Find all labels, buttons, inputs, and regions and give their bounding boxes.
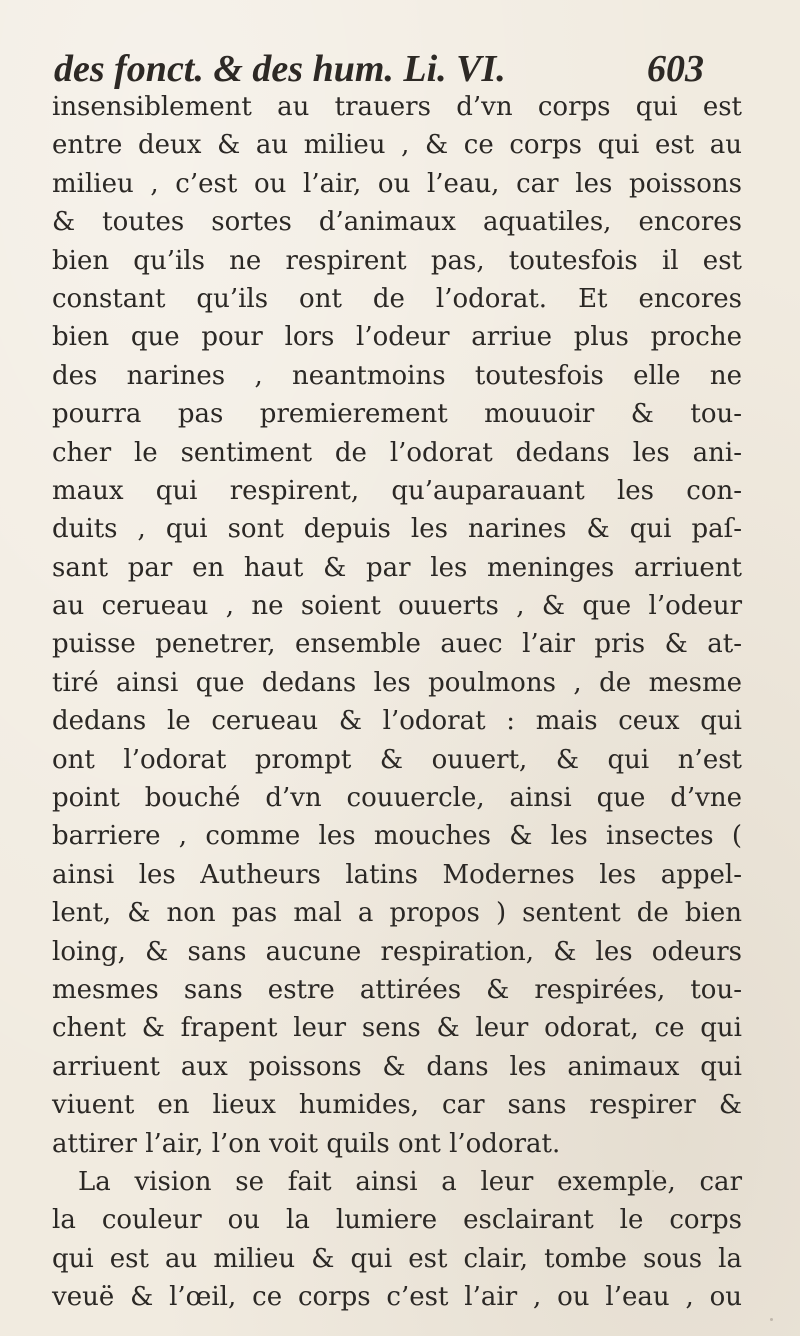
text-line: tiré ainsi que dedans les poulmons , de mesme — [52, 667, 742, 698]
text-line: mesmes sans estre attirées & respirées, tou- — [52, 974, 742, 1005]
text-line: des narines , neantmoins toutesfois elle ne — [52, 360, 742, 391]
body-text — [52, 88, 742, 1317]
text-line: attirer l’air, l’on voit quils ont l’odorat. — [52, 1128, 561, 1159]
text-line: qui est au milieu & qui est clair, tombe sous la — [52, 1243, 742, 1274]
text-line: maux qui respirent, qu’auparauant les con- — [52, 475, 742, 506]
text-line: bien qu’ils ne respirent pas, toutesfois il est — [52, 245, 742, 276]
text-line: ainsi les Autheurs latins Modernes les appel- — [52, 859, 742, 890]
text-line: sant par en haut & par les meninges arriuent — [52, 552, 742, 583]
text-line: lent, & non pas mal a propos ) sentent de bien — [52, 898, 742, 929]
text-line: barriere , comme les mouches & les insectes ( — [52, 821, 742, 852]
text-line: arriuent aux poissons & dans les animaux qui — [52, 1051, 742, 1082]
text-line: bien que pour lors l’odeur arriue plus proche — [52, 322, 742, 353]
text-line: ont l’odorat prompt & ouuert, & qui n’est — [52, 744, 742, 775]
paper-speck — [652, 1170, 654, 1172]
page-number: 603 — [647, 48, 704, 90]
text-line: chent & frapent leur sens & leur odorat, ce qui — [52, 1013, 742, 1044]
paper-speck — [770, 1318, 773, 1321]
text-line: insensiblement au trauers d’vn corps qui est — [52, 92, 742, 122]
text-line: la couleur ou la lumiere esclairant le corps — [52, 1205, 742, 1236]
paragraph-start-line: La vision se fait ainsi a leur exemple, car — [78, 1166, 742, 1197]
text-line: duits , qui sont depuis les narines & qui paſ- — [52, 514, 742, 545]
text-line: constant qu’ils ont de l’odorat. Et encores — [52, 283, 742, 314]
text-line: loing, & sans aucune respiration, & les odeurs — [52, 936, 742, 967]
text-line: veuë & l’œil, ce corps c’est l’air , ou l’eau , ou — [52, 1282, 742, 1313]
text-line: puisse penetrer, ensemble auec l’air pris & at- — [52, 629, 742, 660]
running-head-title: des fonct. & des hum. Li. VI. — [54, 48, 506, 90]
text-line: milieu , c’est ou l’air, ou l’eau, car les poissons — [52, 168, 742, 199]
text-line: viuent en lieux humides, car sans respirer & — [52, 1090, 742, 1121]
text-line: entre deux & au milieu , & ce corps qui est au — [52, 130, 742, 161]
text-line: dedans le cerueau & l’odorat : mais ceux qui — [52, 706, 742, 737]
paper-speck — [713, 376, 715, 378]
text-line: pourra pas premierement mouuoir & tou- — [52, 399, 742, 430]
text-line: point bouché d’vn couuercle, ainsi que d’vne — [52, 783, 742, 814]
text-line: au cerueau , ne soient ouuerts , & que l’odeur — [52, 591, 742, 622]
text-line: cher le sentiment de l’odorat dedans les ani- — [52, 437, 742, 468]
text-line: & toutes sortes d’animaux aquatiles, encores — [52, 207, 742, 238]
